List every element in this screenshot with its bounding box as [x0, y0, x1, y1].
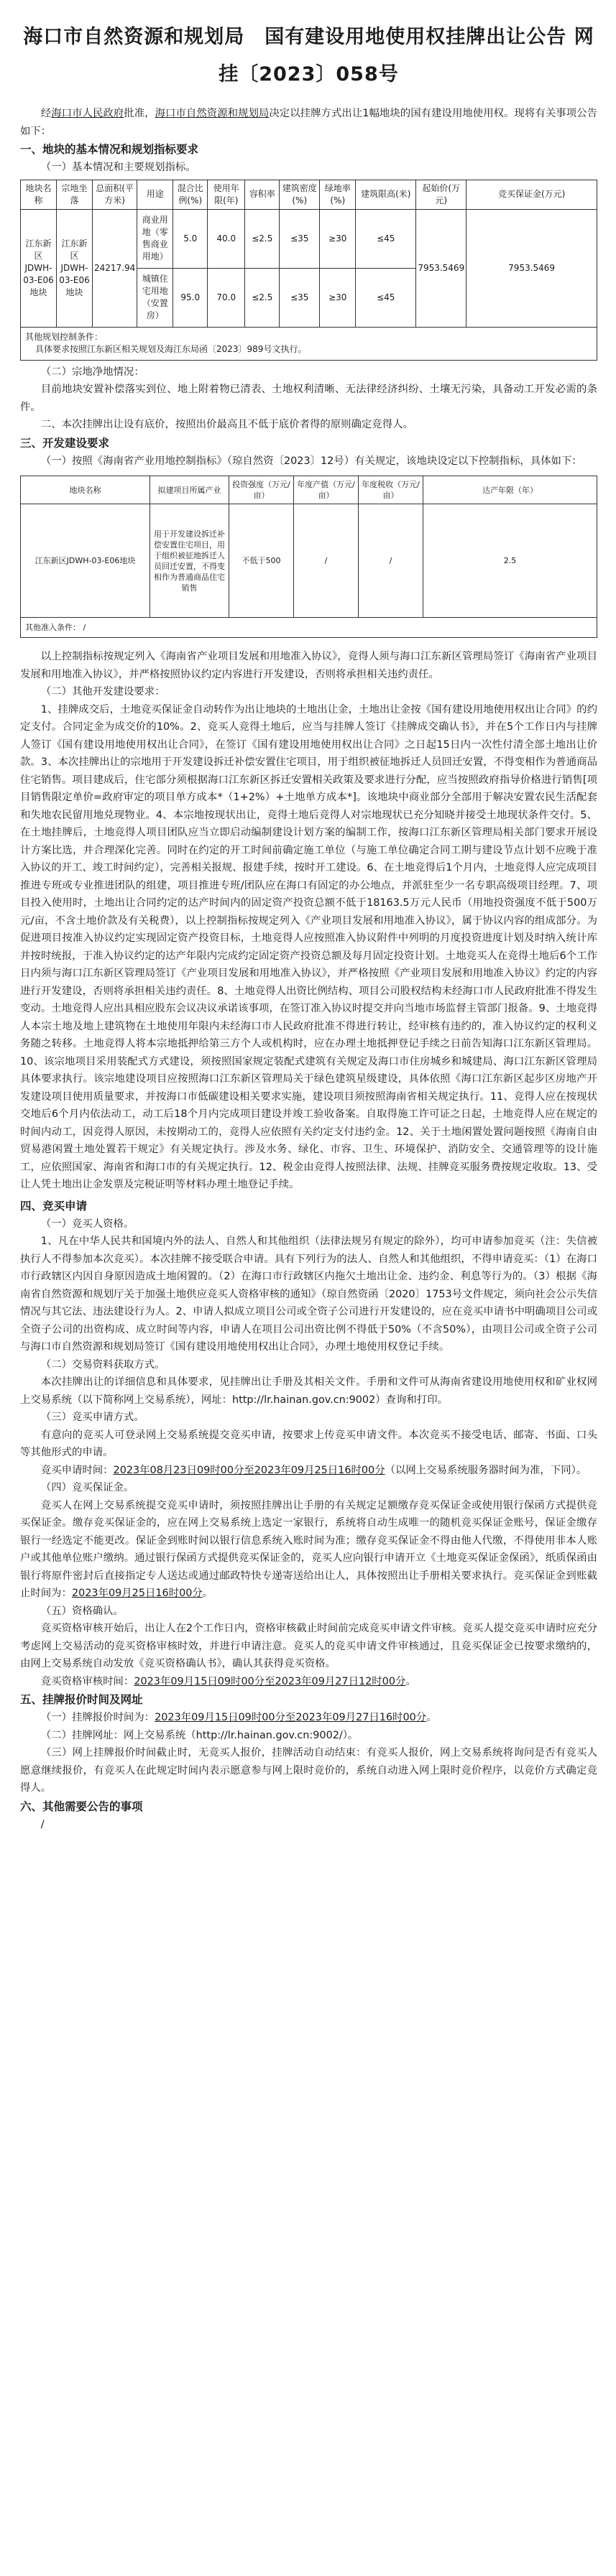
cell2-industry: 用于开发建设拆迁补偿安置住宅项目，用于组织被征地拆迁人员回迁安置，不得变相作为普通商品住宅销售	[150, 504, 229, 618]
cell-land-name: 江东新区JDWH-03-E06地块	[21, 209, 57, 327]
th2-tax: 年度税收（万元/亩）	[359, 476, 423, 504]
s4-p4-text: 竞买人在网上交易系统提交竞买申请时，须按照挂牌出让手册的有关规定足额缴存竞买保证金或使用银行保函方式提供竞买保证金。缴存竞买保证金的，应在网上交易系统上选定一家银行，系统将自动生成唯一的随机竞买保证金账号，保证金缴存银行一经选定不能更改。保证金到账时间以银行信息系统入账时间为准；缴存竞买保证金不得由他人代缴，不得使用非本人账户或其他单位账户缴纳。通过银行保函方式提供竞买保证金的，竞买人应向银行申请开立《土地竞买保证金保函》，纸质保函由银行将原件密封后直接指定专人送达或通过邮政特快专递寄送给出让人，具体按照出让手册相关要求执行。竞买保证金到账截止时间为：	[20, 1499, 597, 1599]
th2-industry: 拟建项目所属产业	[150, 476, 229, 504]
section-5-heading: 五、挂牌报价时间及网址	[20, 1693, 143, 1706]
s4-p5: 竞买资格审核开始后，出让人在2个工作日内，资格审核截止时间前完成竞买申请文件审核。竞买人提交竞买申请时应充分考虑网上交易活动的竞买资格审核时效，并进行申请注意。竞买人的竞买申请文件审核通过，且竞买保证金已按要求缴纳的，由网上交易系统自动发放《竞买资格确认书》，确认其获得竞买资格。	[20, 1623, 597, 1669]
cell-use: 城镇住宅用地（安置房）	[137, 268, 173, 327]
intro-gov: 海口市人民政府	[51, 108, 124, 119]
s4-p4: 竞买人在网上交易系统提交竞买申请时，须按照挂牌出让手册的有关规定足额缴存竞买保证金或使用银行保函方式提供竞买保证金。缴存竞买保证金的，应在网上交易系统上选定一家银行，系统将自动生成唯一的随机竞买保证金账号，保证金缴存银行一经选定不能更改。保证金到账时间以银行信息系统入账时间为准；缴存竞买保证金不得由他人代缴，不得使用非本人账户或其他单位账户缴纳。通过银行保函方式提供竞买保证金的，竞买人应向银行申请开立《土地竞买保证金保函》，纸质保函由银行将原件密封后直接指定专人送达或通过邮政特快专递寄送给出让人，具体按照出让手册相关要求执行。竞买保证金到账截止时间为：2023年09月25日16时00分。	[20, 1499, 597, 1599]
th-density: 建筑密度(%)	[280, 180, 320, 209]
cell-far: ≤2.5	[245, 268, 280, 327]
page-title: 海口市自然资源和规划局 国有建设用地使用权挂牌出让公告 网挂〔2023〕058号	[23, 26, 594, 85]
apply-label: 竞买申请时间：	[40, 1464, 114, 1476]
th2-name: 地块名称	[21, 476, 150, 504]
table-row	[21, 504, 597, 618]
s5-p1: （一）挂牌报价时间为：2023年09月15日09时00分至2023年09月27日16时00分。	[40, 1712, 437, 1723]
cell-green: ≥30	[320, 209, 356, 268]
cell2-investment: 不低于500	[229, 504, 294, 618]
section-1-heading: 一、地块的基本情况和规划指标要求	[20, 143, 199, 156]
s3-p2: 1、挂牌成交后，土地竞买保证金自动转作为出让地块的土地出让金，土地出让金按《国有建设用地使用权出让合同》的约定支付。合同定金为成交价的10%。2、竞买人竞得土地后，应当与挂牌人签订《挂牌成交确认书》，并在5个工作日内与挂牌人签订《国有建设用地使用权出让合同》，在签订《国有建设用地使用权出让合同》之日起15日内一次性付清全部土地出让价款。3、本次挂牌出让的宗地用于开发建设拆迁补偿安置住宅项目，用于组织被征地拆迁人员回迁安置，不得变相作为普通商品住宅销售。项目建成后，住宅部分须根据海口江东新区拆迁安置相关政策及要求进行分配，应当按照政府指导价格进行销售[项目销售限定单价=政府审定的项目单方成本*（1+2%）+土地单方成本*]。该地块中商业部分全部用于解决安置农民生活配套和失地农民留用地兑现物业。4、本宗地按现状出让，竞得土地后竞得人对宗地现状已充分知晓并接受土地现状条件交付。5、在土地挂牌后，土地竞得人项目团队应当立即启动编制建设计划方案的编制工作，按海口江东新区管理局相关部门要求开展设计方案比选，并合理深化完善。同时在约定的开工时间前确定施工单位（与施工单位确定合同工期与建设节点计划不应晚于准入协议的开工、竣工时间约定），完善相关报规、报建手续，按时开工建设。6、在土地竞得后1个月内，土地竞得人应完成项目推进专班或专业推进团队的组建，项目推进专班/团队应在海口有固定的办公地点，并派驻至少一名专职高级项目经理。7、项目投入使用时，土地出让合同约定的达产时间内的固定资产投资总额不低于18163.5万元人民币（用地投资强度不低于500万元/亩，不含土地价款及有关税费），以上控制指标按规定列入《产业项目发展和用地准入协议》，属于协议内容的组成部分。为促进项目按准入协议约定实现固定资产投资目标，土地竞得人应按照准入协议附件中列明的月度投资进度计划及时纳入统计库并按时统报，于准入协议约定的达产年限内完成约定固定资产投资总额及每月固定投资计划。土地竞买人在竞得土地后6个工作日内须与海口江东新区管理局签订《产业项目发展和用地准入协议》，并严格按照《产业项目发展和用地准入协议》约定的内容进行开发建设，否则将承担相关违约责任。8、土地竞得人出资比例结构、项目公司股权结构未经海口市人民政府批准不得发生变动。土地竞得人应出具相应股东会议决议承诺该事项，在签订准入协议时提交并向当地市场监督主管部门报备。9、土地竞得人本宗土地及地上建筑物在土地使用年限内未经海口市人民政府批准不得进行转让，经审核有违约的，准入协议约定的权利义务随之转移。土地竞得人将本宗地抵押给第三方个人或机构时，应在办理土地抵押登记手续之日前告知海口江东新区管理局。10、该宗地项目采用装配式方式建设，须按照国家规定装配式建筑有关规定及海口市住房城乡和城建局、海口江东新区管理局具体要求执行。该宗地建设项目应按照海口江东新区管理局关于绿色建筑星级建设，具体依照《海口江东新区起步区房地产开发建设项目使用质量要求，并按海口市低碳建设相关要求实施，建设项目须按照海南省相关规定执行。11、竞得人应在按现状交地后6个月内依法动工，动工后18个月内完成项目建设并竣工验收备案。自取得施工许可证之日起，土地竞得人应在规定的时间内动工，因竞得人原因，未按期动工的，竞得人应依照有关约定支付违约金。12、关于土地闲置处置问题按照《海南自由贸易港闲置土地处置若干规定》有关规定执行。涉及水务、绿化、市容、卫生、环境保护、消防安全、交通管理等的设计施工，应依照国家、海南省和海口市的有关规定执行。12、税金由竞得人按照法律、法规、挂牌竞买服务费按规定收取。13、受让人凭土地出让金发票及完税证明等材料办理土地登记手续。	[20, 703, 597, 1190]
s5-p2: （二）挂牌网址：网上交易系统（http://lr.hainan.gov.cn:9002/）。	[40, 1729, 359, 1741]
s4-review-time: 竞买资格审核时间：2023年09月15日09时00分至2023年09月27日12时00分。	[40, 1675, 416, 1687]
cell-area: 24217.94	[93, 209, 137, 327]
s1-sub2-text: 目前地块安置补偿落实到位、地上附着物已清表、土地权利清晰、无法律经济纠纷、土壤无污染，具备动工开发必需的条件。	[20, 384, 597, 413]
cell-deposit: 7953.5469	[466, 209, 597, 327]
bid-time: 2023年09月15日09时00分至2023年09月27日16时00分	[155, 1712, 427, 1723]
cell-ratio: 95.0	[173, 268, 208, 327]
cell2-output: /	[294, 504, 359, 618]
apply-time: 2023年08月23日09时00分至2023年09月25日16时00分	[113, 1464, 385, 1476]
land-basic-table	[20, 180, 597, 361]
s3-sub2: （二）其他开发建设要求：	[40, 686, 165, 698]
th-location: 宗地坐落	[57, 180, 93, 209]
table-header-row	[21, 476, 597, 504]
s4-sub2: （二）交易资料获取方式。	[40, 1358, 165, 1371]
s1-sub2: （二）宗地净地情况：	[40, 366, 144, 378]
th-years: 使用年限(年)	[208, 180, 245, 209]
cell-years: 70.0	[208, 268, 245, 327]
th-deposit: 竞买保证金(万元)	[466, 180, 597, 209]
control-index-table	[20, 476, 597, 638]
section-2: 二、本次挂牌出让设有底价，按照出价最高且不低于底价者得的原则确定竞得人。	[40, 419, 413, 430]
s4-apply-time	[20, 1462, 597, 1480]
intro-paragraph: 经海口市人民政府批准，海口市自然资源和规划局决定以挂牌方式出让1幅地块的国有建设用地使用权。现将有关事项公告如下：	[20, 108, 597, 137]
table-header-row	[21, 180, 597, 209]
s4-sub3: （三）竞买申请方式。	[40, 1412, 144, 1423]
other2-text: /	[83, 623, 86, 632]
cell-far: ≤2.5	[245, 209, 280, 268]
cell-height: ≤45	[356, 209, 416, 268]
s4-p3: 有意向的竞买人可登录网上交易系统提交竞买申请，按要求上传竞买申请文件。本次竞买不接受电话、邮寄、书面、口头等其他形式的申请。	[20, 1429, 597, 1458]
cell2-name: 江东新区JDWH-03-E06地块	[21, 504, 150, 618]
th-use: 用途	[137, 180, 173, 209]
table-row	[21, 327, 597, 360]
table-row	[21, 618, 597, 638]
s4-sub5: （五）资格确认。	[40, 1605, 124, 1617]
th-height: 建筑限高(米)	[356, 180, 416, 209]
intro-bureau: 海口市自然资源和规划局	[155, 108, 270, 119]
other-conditions-text: 具体要求按照江东新区相关规划及海江东局函〔2023〕989号文执行。	[35, 344, 307, 354]
s4-sub1: （一）竞买人资格。	[40, 1218, 134, 1230]
cell2-other	[21, 618, 597, 638]
cell-height: ≤45	[356, 268, 416, 327]
th2-investment: 投资强度（万元/亩）	[229, 476, 294, 504]
deposit-deadline: 2023年09月25日16时00分	[71, 1588, 203, 1599]
cell2-years: 2.5	[423, 504, 597, 618]
table-row	[21, 209, 597, 268]
s4-p1: 1、凡在中华人民共和国境内外的法人、自然人和其他组织（法律法规另有规定的除外），均可申请参加竞买（注：失信被执行人不得参加本次竞买）。本次挂牌不接受联合申请。具有下列行为的法人、自然人和其他组织，不得申请竞买：（1）在海口市行政辖区内因自身原因造成土地闲置的。（2）在海口市行政辖区内拖欠土地出让金、违约金、利息等行为的。（3）根据《海南省自然资源和规划厅关于加强土地供应竞买人资格审核的通知》（琼自然资函〔2020〕1753号文件规定，须向社会公示失信情况与其它法、违法建设行为人。2、申请人拟成立项目公司或全资子公司进行开发建设的，应在竞买申请书中明确项目公司或全资子公司的出资构成、成立时间等内容，申请人在项目公司出资比例不得低于50%（不含50%），由项目公司或全资子公司与海口市自然资源和规划局签订《国有建设用地使用权出让合同》，办理土地使用权登记手续。	[20, 1236, 597, 1353]
s6-p1: /	[40, 1818, 45, 1830]
s1-sub1: （一）基本情况和主要规划指标。	[40, 162, 196, 173]
th-area: 总面积(平方米)	[93, 180, 137, 209]
section-6-heading: 六、其他需要公告的事项	[20, 1799, 143, 1813]
apply-suffix: （以网上交易系统服务器时间为准，下同）。	[385, 1464, 587, 1476]
section-4-heading: 四、竞买申请	[20, 1199, 88, 1213]
section-3-heading: 三、开发建设要求	[20, 436, 110, 450]
s3-sub1: （一）按照《海南省产业用地控制指标》（琼自然资〔2023〕12号）有关规定，该地块设定以下控制指标，具体如下：	[40, 455, 582, 467]
s3-p1: 以上控制指标按规定列入《海南省产业项目发展和用地准入协议》，竞得人须与海口江东新区管理局签订《海南省产业项目发展和用地准入协议》，并严格按照协议约定内容进行开发建设，否则将承担相关违约责任。	[20, 651, 597, 680]
s5-p1-label: （一）挂牌报价时间为：	[40, 1712, 155, 1723]
cell-location: 江东新区JDWH-03-E06地块	[57, 209, 93, 327]
other2-label: 其他准入条件：	[25, 623, 81, 632]
review-time: 2023年09月15日09时00分至2023年09月27日12时00分	[134, 1675, 406, 1687]
other-conditions-label: 其他规划控制条件：	[25, 332, 104, 342]
s5-p3: （三）网上挂牌报价时间截止时，无竞买人报价，挂牌活动自动结束：有竞买人报价，网上交易系统将询问是否有竞买人愿意继续报价，有竞买人在此规定时间内表示愿意参与网上限时竞价的，系统自动进入网上限时竞价程序，以竞价方式确定竞得人。	[20, 1747, 597, 1794]
th-start-price: 起始价(万元)	[416, 180, 466, 209]
cell-start-price: 7953.5469	[416, 209, 466, 327]
cell-density: ≤35	[280, 209, 320, 268]
cell-density: ≤35	[280, 268, 320, 327]
cell-ratio: 5.0	[173, 209, 208, 268]
s4-p2: 本次挂牌出让的详细信息和具体要求，见挂牌出让手册及其相关文件。手册和文件可从海南省建设用地使用权和矿业权网上交易系统（以下简称网上交易系统），网址：http://lr.hainan.gov.cn:9002）查询和打印。	[20, 1376, 597, 1406]
th-name: 地块名称	[21, 180, 57, 209]
th-far: 容积率	[245, 180, 280, 209]
s4-sub4: （四）竞买保证金。	[40, 1482, 134, 1493]
cell-other-conditions	[21, 327, 597, 360]
th2-years: 达产年限（年）	[423, 476, 597, 504]
cell-use: 商业用地（零售商业用地）	[137, 209, 173, 268]
th2-output: 年度产值（万元/亩）	[294, 476, 359, 504]
review-label: 竞买资格审核时间：	[40, 1675, 134, 1687]
cell-years: 40.0	[208, 209, 245, 268]
cell2-tax: /	[359, 504, 423, 618]
th-green: 绿地率(%)	[320, 180, 356, 209]
th-ratio: 混合比例(%)	[173, 180, 208, 209]
cell-green: ≥30	[320, 268, 356, 327]
